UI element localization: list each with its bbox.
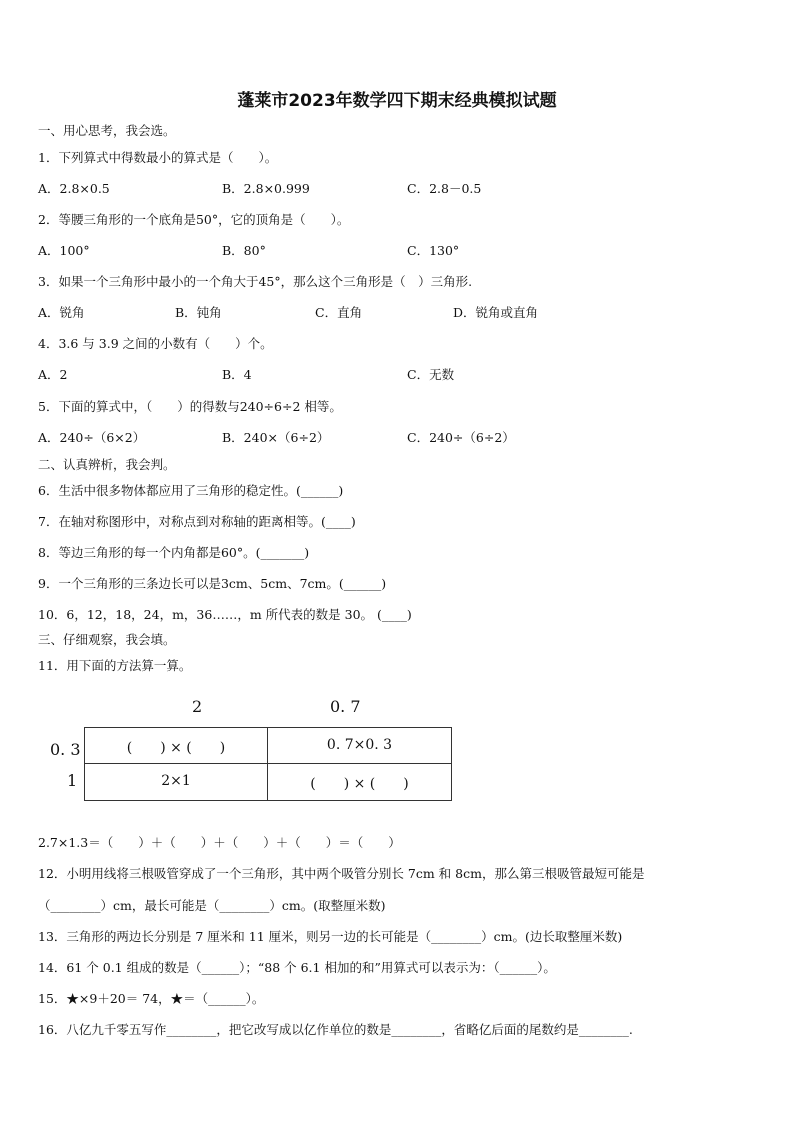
question-6: 6．生活中很多物体都应用了三角形的稳定性。(______) xyxy=(38,483,344,498)
grid-top-label-left: 2 xyxy=(192,697,203,716)
question-8: 8．等边三角形的每一个内角都是60°。(_______) xyxy=(38,545,310,560)
question-14[interactable]: 14．61 个 0.1 组成的数是（______）；“88 个 6.1 相加的和”用算式可以表示为：（______）。 xyxy=(38,960,556,975)
question-7: 7．在轴对称图形中，对称点到对称轴的距离相等。(____) xyxy=(38,514,356,529)
question-4: 4．3.6 与 3.9 之间的小数有（ ）个。 xyxy=(38,336,273,351)
question-3: 3．如果一个三角形中最小的一个角大于45°，那么这个三角形是（ ）三角形. xyxy=(38,274,473,289)
q2-option-c[interactable]: C．130° xyxy=(407,243,460,258)
section-2-heading: 二、认真辨析，我会判。 xyxy=(38,457,176,472)
question-10: 10．6，12，18，24，m，36……，m 所代表的数是 30。 (____) xyxy=(38,607,412,622)
q2-option-b[interactable]: B．80° xyxy=(222,243,266,258)
grid-cell-top-right: 0. 7×0. 3 xyxy=(326,737,393,753)
q5-option-a[interactable]: A．240÷（6×2） xyxy=(38,430,146,445)
grid-top-label-right: 0. 7 xyxy=(330,697,361,716)
q4-option-a[interactable]: A．2 xyxy=(38,367,68,382)
q5-option-c[interactable]: C．240÷（6÷2） xyxy=(407,430,515,445)
q3-option-c[interactable]: C．直角 xyxy=(315,305,363,320)
grid-side-label-top: 0. 3 xyxy=(50,740,81,759)
multiplication-grid xyxy=(84,727,452,801)
q1-option-b[interactable]: B．2.8×0.999 xyxy=(222,181,310,196)
section-1-heading: 一、用心思考，我会选。 xyxy=(38,123,176,138)
question-5: 5．下面的算式中，（ ）的得数与240÷6÷2 相等。 xyxy=(38,399,342,414)
question-15[interactable]: 15．★×9＋20＝ 74，★＝（______）。 xyxy=(38,991,265,1006)
q1-option-c[interactable]: C．2.8－0.5 xyxy=(407,181,482,196)
question-12-line-1: 12．小明用线将三根吸管穿成了一个三角形，其中两个吸管分别长 7cm 和 8cm，那么第三根吸管最短可能是 xyxy=(38,866,645,881)
question-11: 11．用下面的方法算一算。 xyxy=(38,658,192,673)
q4-option-b[interactable]: B．4 xyxy=(222,367,252,382)
q5-option-b[interactable]: B．240×（6÷2） xyxy=(222,430,330,445)
grid-cell-bottom-right[interactable]: ( ) × ( ) xyxy=(310,776,409,792)
grid-horizontal-divider xyxy=(85,763,451,764)
grid-cell-top-left[interactable]: ( ) × ( ) xyxy=(126,740,226,756)
q1-option-a[interactable]: A．2.8×0.5 xyxy=(38,181,110,196)
section-3-heading: 三、仔细观察，我会填。 xyxy=(38,632,176,647)
question-1: 1．下列算式中得数最小的算式是（ ）。 xyxy=(38,150,278,165)
question-12-line-2[interactable]: （________）cm，最长可能是（________）cm。(取整厘米数) xyxy=(38,898,386,913)
question-13[interactable]: 13．三角形的两边长分别是 7 厘米和 11 厘米，则另一边的长可能是（________）cm。(边长取整厘米数) xyxy=(38,929,623,944)
q11-equation[interactable]: 2.7×1.3＝（ ）＋（ ）＋（ ）＋（ ）＝（ ） xyxy=(38,835,401,850)
q2-option-a[interactable]: A．100° xyxy=(38,243,90,258)
q4-option-c[interactable]: C．无数 xyxy=(407,367,455,382)
grid-side-label-bottom: 1 xyxy=(67,771,78,790)
q3-option-a[interactable]: A．锐角 xyxy=(38,305,85,320)
q3-option-b[interactable]: B．钝角 xyxy=(175,305,222,320)
question-2: 2．等腰三角形的一个底角是50°，它的顶角是（ ）。 xyxy=(38,212,350,227)
question-16[interactable]: 16．八亿九千零五写作________，把它改写成以亿作单位的数是________，省略亿后面的尾数约是________. xyxy=(38,1022,633,1037)
grid-cell-bottom-left: 2×1 xyxy=(161,773,191,789)
question-9: 9．一个三角形的三条边长可以是3cm、5cm、7cm。(______) xyxy=(38,576,387,591)
page-title: 蓬莱市2023年数学四下期末经典模拟试题 xyxy=(237,91,557,111)
q3-option-d[interactable]: D．锐角或直角 xyxy=(453,305,539,320)
